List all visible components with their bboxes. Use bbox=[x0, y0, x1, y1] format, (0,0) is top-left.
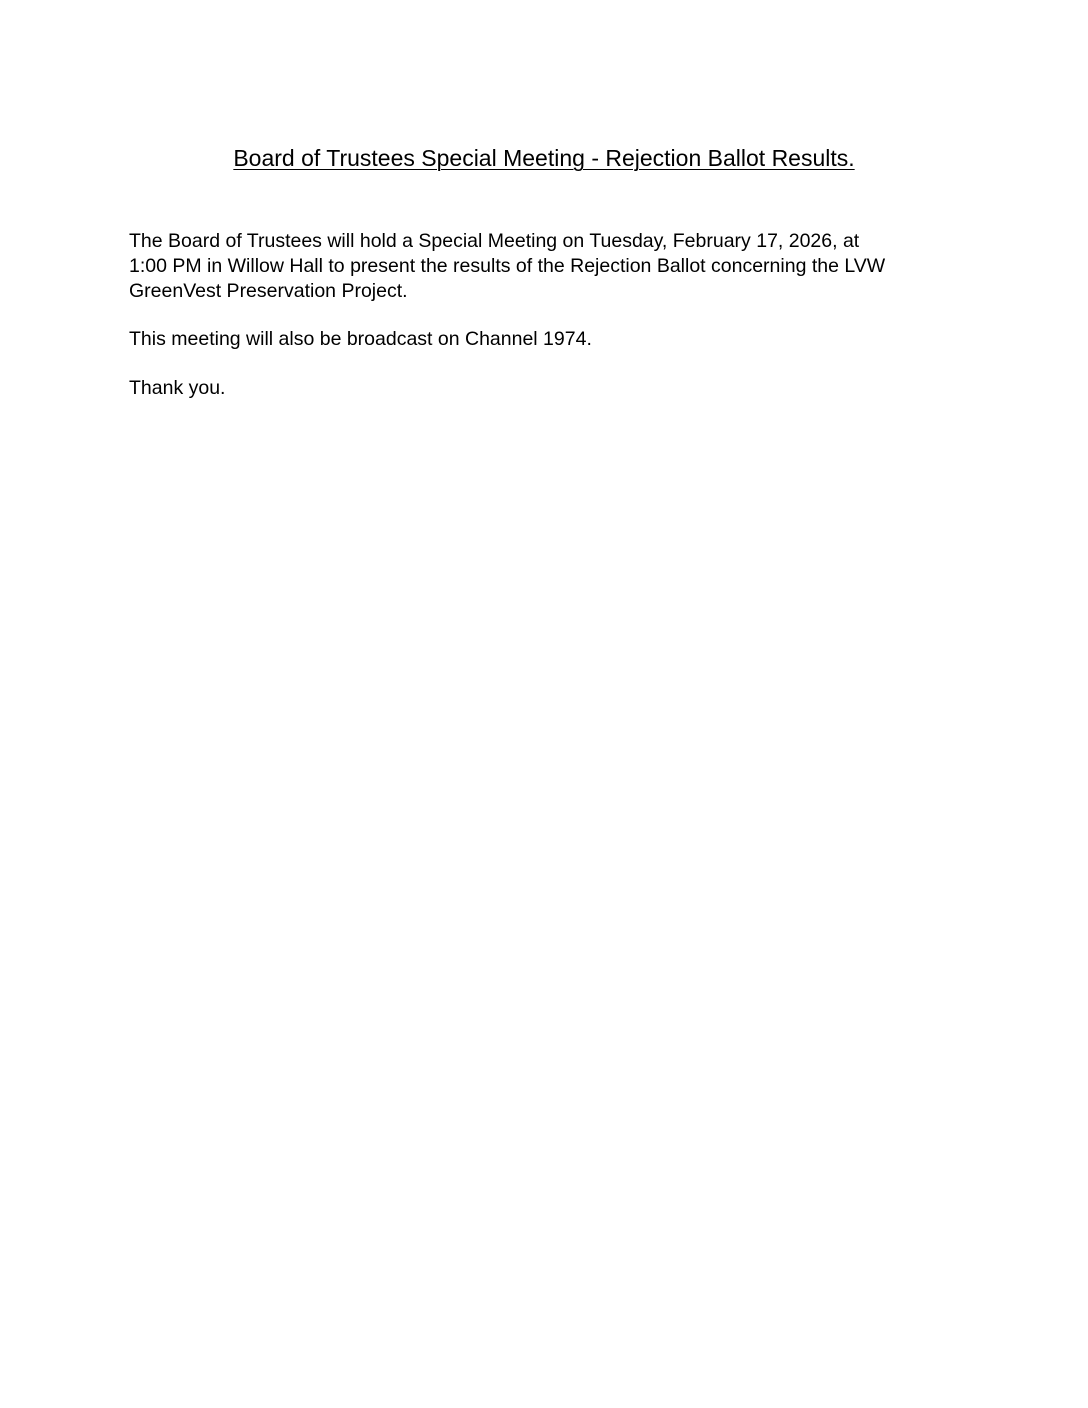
paragraph-line: Thank you. bbox=[129, 377, 226, 399]
paragraph-line: 1:00 PM in Willow Hall to present the results of the Rejection Ballot concerning the LVW bbox=[129, 255, 886, 277]
paragraph-line: This meeting will also be broadcast on Channel 1974. bbox=[129, 328, 592, 350]
broadcast-paragraph bbox=[129, 327, 989, 352]
paragraph-line: GreenVest Preservation Project. bbox=[129, 280, 408, 302]
closing-paragraph bbox=[129, 376, 989, 401]
meeting-announcement-paragraph bbox=[129, 229, 989, 304]
document-title: Board of Trustees Special Meeting - Rejection Ballot Results. bbox=[233, 145, 855, 171]
paragraph-line: The Board of Trustees will hold a Special Meeting on Tuesday, February 17, 2026, at bbox=[129, 230, 860, 252]
